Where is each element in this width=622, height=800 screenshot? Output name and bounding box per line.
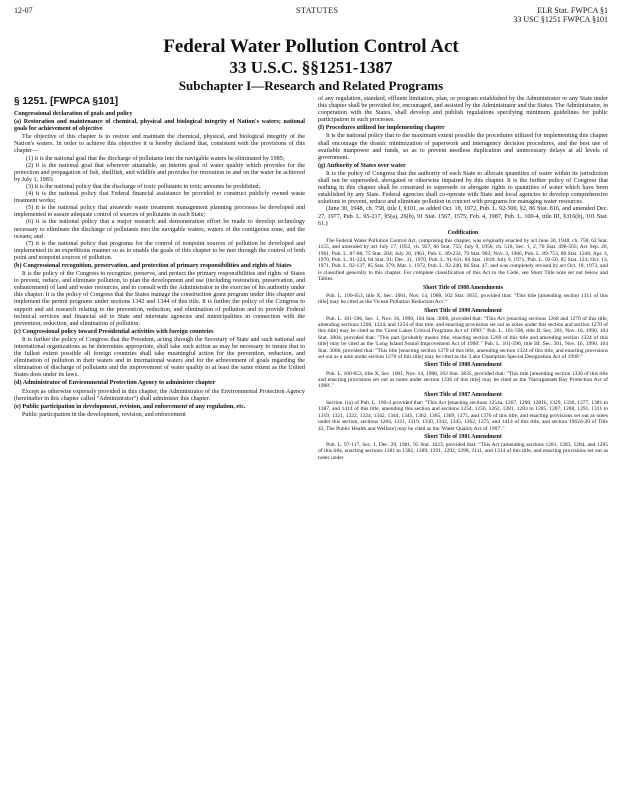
subsection-f-heading: (f) Procedures utilized for implementing chapter xyxy=(318,125,445,132)
right-column xyxy=(318,96,608,461)
goal-4: (4) it is the national policy that Federal financial assistance be provided to construct publicly owned waste treatment works; xyxy=(14,191,305,205)
running-head-right xyxy=(513,6,608,24)
subsection-e-heading: (e) Public participation in development, revision, and enforcement of any regulation, etc. xyxy=(14,403,246,410)
left-column xyxy=(14,96,305,419)
subsection-a-heading: (a) Restoration and maintenance of chemical, physical and biological integrity of Nation's waters; national goals for achievement of objective xyxy=(14,119,305,133)
subsection-a-intro: The objective of this chapter is to restore and maintain the chemical, physical, and biological integrity of the Nation's waters. In order to achieve this objective it is hereby declared that, consistent with the provisions of this chapter— xyxy=(14,134,305,155)
page-marker: 12-07 xyxy=(14,6,33,15)
act-citation: 33 U.S.C. §§1251-1387 xyxy=(229,58,393,77)
subsection-b-heading: (b) Congressional recognition, preservation, and protection of primary responsibilities and rights of States xyxy=(14,262,292,269)
goal-5: (5) it is the national policy that areawide waste treatment management planning processes be developed and implemented to assure adequate control of sources of pollutants in each State; xyxy=(14,205,305,219)
goal-2: (2) it is the national goal that wherever attainable, an interim goal of water quality which provides for the protection and propagation of fish, shellfish, and wildlife and provides for recreation in and on the water be achieved by July 1, 1983; xyxy=(14,162,305,183)
short-title-1987-text: Section 1(a) of Pub. L. 100-4 provided that: "This Act [enacting sections 1254a, 1267, 1268, 1281b, 1329, 1330, 1377, 1381 to 1387, and 1414 of this title, amending this section and sections 1254, 1256, 1262, 1281, 1283 to 1285, 1287, 1288, 1291, 1311 to 1319, 1321, 1322, 1324, 1342, 1344, 1345, 1362, 1365, 1369, 1375, and 1376 of this title, and enacting provisions set out as notes under this section, sections 1284, 1311, 1319, 1330, 1342, 1345, 1362, 1375, and 1414 of this title, and section 1962d-20 of Title 42, The Public Health and Welfare] may be cited as the 'Water Quality Act of 1987'." xyxy=(318,399,608,432)
section-heading: § 1251. [FWPCA §101] xyxy=(14,96,119,107)
short-title-1981-heading: Short Title of 1981 Amendment xyxy=(424,433,502,440)
act-title: Federal Water Pollution Control Act xyxy=(163,36,459,57)
short-title-1987-heading: Short Title of 1987 Amendment xyxy=(424,391,502,398)
short-title-1981-text: Pub. L. 97-117, Sec. 1, Dec. 29, 1981, 95 Stat. 1623, provided that: "This Act [amending sections 1281, 1283, 1284, and 1285 of this title, enacting sections 1281 to 1382, 1289, 1291, 1292, 1298, 2111, and 1314 of this title, and enacting provisions set out as notes under xyxy=(318,442,608,461)
subsection-g-text: It is the policy of Congress that the authority of each State to allocate quantities of water within its jurisdiction shall not be superseded, abrogated or otherwise impaired by this chapter. It is the further policy of Congress that nothing in this chapter shall be construed to supersede or abrogate rights to quantities of water which have been established by any State. Federal agencies shall co-operate with State and local agencies to develop comprehensive solutions to prevent, reduce and eliminate pollution in concert with programs for managing water resources. xyxy=(318,170,608,206)
goal-3: (3) it is the national policy that the discharge of toxic pollutants in toxic amounts be prohibited; xyxy=(26,183,261,190)
subchapter-heading: Subchapter I—Research and Related Programs xyxy=(178,78,444,93)
subsection-g-heading: (g) Authority of States over water xyxy=(318,162,406,169)
short-title-1990-heading: Short Title of 1990 Amendment xyxy=(424,307,502,314)
subsection-e-text: Public participation in the development, revision, and enforcement xyxy=(22,411,186,418)
codification-heading: Codification xyxy=(447,229,479,236)
short-title-1990-text: Pub. L. 101-596, Sec. 1, Nov. 16, 1990, 104 Stat. 3000, provided that: "This Act [enacting sections 1268 and 1270 of this title, amending sections 1268, 1324, and 1254 of this title, and enacting provisions set out as notes under this section and section 1270 of this title] may be cited as the 'Great Lakes Critical Programs Act of 1990'." Pub. L. 101-596, title II, Sec. 201, Nov. 16, 1990, 104 Stat. 3004, provided that: "This part [probably means title, enacting section 1269 of this title and amending section 1324 of this title] may be cited as the 'Long Island Sound Improvement Act of 1990'." Pub. L. 101-596, title III, Sec. 301, Nov. 16, 1990, 104 Stat. 3006, provided that: "This title [enacting section 1270 of this title, amending section 1324 of this title, and enacting provisions set out as a note under section 1270 of this title] may be cited as the 'Lake Champlain Special Designation Act of 1990'." xyxy=(318,315,608,361)
short-title-1988b-heading: Short Title of 1988 Amendment xyxy=(424,362,502,369)
subsection-e-continued: of any regulation, standard, effluent limitation, plan, or program established by the Administrator or any State under this chapter shall be provided for, encouraged, and assisted by the Administrator and the States. The Administrator, in cooperation with the States, shall develop and publish regulations specifying minimum guidelines for public participation in such processes. xyxy=(318,96,608,124)
short-title-1988-text: Pub. L. 100-653, title X, Sec. 1001, Nov. 14, 1988, 102 Stat. 3835, provided that: "This title [amending section 1311 of this title] may be cited as the 'Ocean Pollution Reduction Act'." xyxy=(318,292,608,306)
running-head-right-line1: ELR Stat. FWPCA §1 xyxy=(537,6,608,15)
short-title-1988b-text: Pub. L. 100-653, title X, Sec. 1001, Nov. 14, 1988, 102 Stat. 3835, provided that: "This title [amending section 1330 of this title and enacting provisions set out as notes under section 1330 of this title] may be cited as the 'Narragansett Bay Protection Act of 1988'." xyxy=(318,370,608,390)
subsection-d-heading: (d) Administrator of Environmental Protection Agency to administer chapter xyxy=(14,380,216,387)
goal-6: (6) it is the national policy that a major research and demonstration effort be made to develop technology necessary to eliminate the discharge of pollutants into the navigable waters, waters of the contiguous zone, and the oceans; and xyxy=(14,219,305,240)
goal-7: (7) it is the national policy that programs for the control of nonpoint sources of pollution be developed and implemented in an expeditious manner so as to enable the goals of this chapter to be met through the control of both point and nonpoint sources of pollution. xyxy=(14,240,305,261)
legislative-history: (June 30, 1948, ch. 758, title I, §101, as added Oct. 18, 1972, Pub. L. 92-500, §2, 86 Stat. 816, and amended Dec. 27, 1977, Pub. L. 95-217, §5(a), 26(b), 91 Stat. 1567, 1575; Feb. 4, 1987, Pub. L. 100-4, title III, §316(b), 101 Stat. 61.) xyxy=(318,206,608,227)
subsection-c-heading: (c) Congressional policy toward Presidential activities with foreign countries xyxy=(14,328,214,335)
section-subtitle: Congressional declaration of goals and policy xyxy=(14,111,133,117)
short-title-1988-heading: Short Title of 1988 Amendments xyxy=(423,284,503,291)
subsection-c-text: It is further the policy of Congress that the President, acting through the Secretary of State and such national and international organizations as he determines appropriate, shall take such action as may be necessary to insure that to the fullest extent possible all foreign countries shall take meaningful action for the prevention, reduction, and elimination of pollution in their waters and in international waters and for the achievement of goals regarding the elimination of discharge of pollutants and the improvement of water quality to at least the same extent as the United States does under its laws. xyxy=(14,336,305,379)
subsection-f-text: It is the national policy that to the maximum extent possible the procedures utilized for implementing this chapter shall encourage the drastic minimization of paperwork and interagency decision procedures, and the best use of available manpower and funds, so as to prevent needless duplication and unnecessary delays at all levels of government. xyxy=(318,133,608,161)
codification-text: The Federal Water Pollution Control Act, comprising this chapter, was originally enacted by act June 30, 1948, ch. 758, 62 Stat. 1155, and amended by act July 17, 1952, ch. 927, 66 Stat. 755; July 9, 1956, ch. 518, Sec. 1, 2, 70 Stat. 498-505; Act Sep. 20, 1961, Pub. L. 87-88, 75 Stat. 204; July 20, 1961, Pub. L. 89-234, 79 Stat. 903; Nov. 3, 1966, Pub. L. 89-753, 80 Stat. 1246; Apr. 3, 1970, Pub. L. 91-224, 84 Stat. 91; Dec. 31, 1970, Pub. L. 91-611, 84 Stat. 1818; July 9, 1971, Pub. L. 92-50, 85 Stat. 124; Oct. 13, 1971, Pub. L. 92-137, 85 Stat. 379; Mar. 1, 1972, Pub. L. 92-240, 86 Stat. 47, and was completely revised by act Oct. 18, 1972, and is classified generally to this chapter. For complete classification of this Act to the Code, see Short Title note set out below and Tables. xyxy=(318,237,608,283)
title-block xyxy=(0,36,622,94)
running-head-right-line2: 33 USC §1251 FWPCA §101 xyxy=(513,15,608,24)
running-head-center: STATUTES xyxy=(296,6,339,15)
subsection-b-text: It is the policy of the Congress to recognize, preserve, and protect the primary responsibilities and rights of States to prevent, reduce, and eliminate pollution, to plan the development and use (including restoration, preservation, and enhancement) of land and water resources, and to consult with the Administrator in the exercise of his authority under this chapter. It is the policy of Congress that the States manage the construction grant program under this chapter and implement the permit programs under sections 1342 and 1344 of this title. It is further the policy of the Congress to support and aid research relating to the prevention, reduction, and elimination of pollution and to provide Federal technical services and financial aid to State and interstate agencies and municipalities in connection with the prevention, reduction, and elimination of pollution. xyxy=(14,271,305,327)
subsection-d-text: Except as otherwise expressly provided in this chapter, the Administrator of the Environmental Protection Agency (hereinafter in this chapter called "Administrator") shall administer this chapter. xyxy=(14,388,305,402)
goal-1: (1) it is the national goal that the discharge of pollutants into the navigable waters be eliminated by 1985; xyxy=(26,155,285,162)
